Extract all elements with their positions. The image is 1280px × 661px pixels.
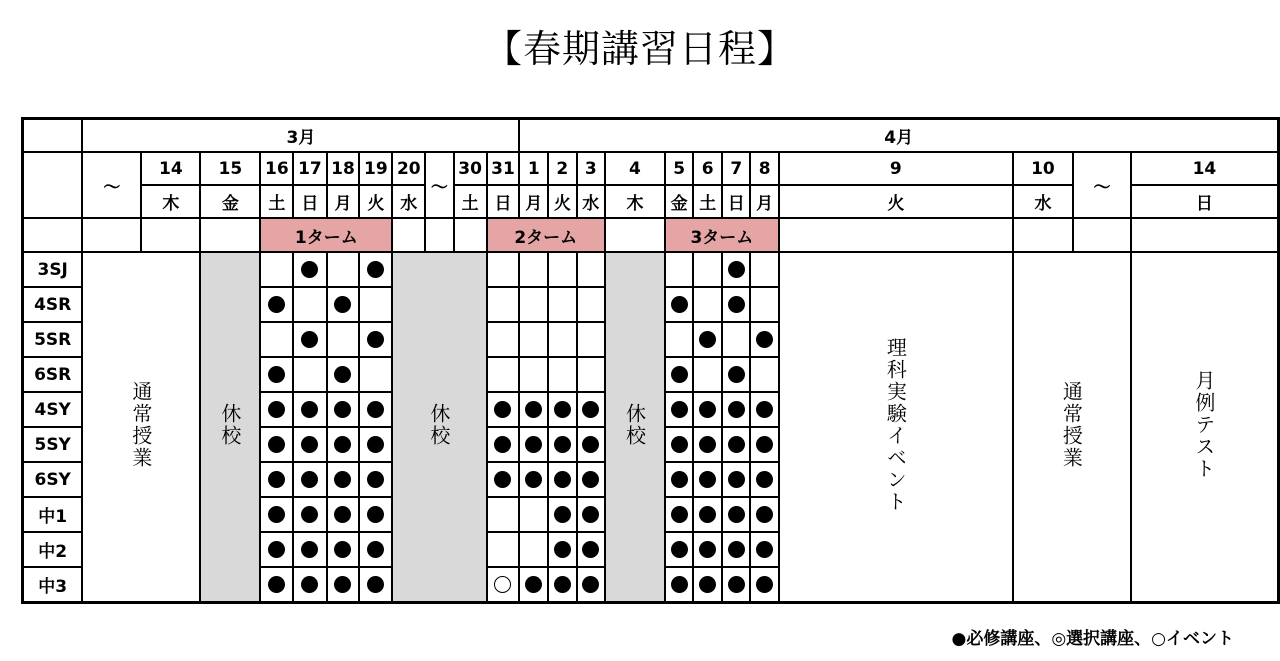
range-tilde: ～ <box>82 152 141 218</box>
date-cell: 5 <box>665 152 693 185</box>
schedule-cell <box>293 497 326 532</box>
required-mark-icon <box>699 576 716 593</box>
weekday-cell: 金 <box>200 185 260 218</box>
weekday-cell: 土 <box>693 185 722 218</box>
weekday-cell: 水 <box>1013 185 1073 218</box>
schedule-table <box>21 117 1280 604</box>
schedule-cell <box>548 427 576 462</box>
schedule-cell <box>260 392 293 427</box>
schedule-cell <box>750 567 778 603</box>
span-label: 休校 <box>217 402 242 447</box>
schedule-cell <box>750 532 778 567</box>
empty-cell <box>141 218 200 252</box>
date-cell: 15 <box>200 152 260 185</box>
required-mark-icon <box>699 471 716 488</box>
schedule-cell <box>519 252 548 287</box>
schedule-cell <box>665 567 693 603</box>
required-mark-icon <box>699 506 716 523</box>
schedule-cell <box>260 462 293 497</box>
required-mark-icon <box>671 471 688 488</box>
schedule-cell <box>722 287 750 322</box>
required-mark-icon <box>334 541 351 558</box>
schedule-cell <box>260 252 293 287</box>
schedule-cell <box>722 427 750 462</box>
required-mark-icon <box>582 506 599 523</box>
schedule-cell <box>260 427 293 462</box>
required-mark-icon <box>268 366 285 383</box>
schedule-cell <box>577 497 605 532</box>
empty-cell <box>605 218 665 252</box>
schedule-cell <box>577 532 605 567</box>
schedule-cell <box>750 497 778 532</box>
date-cell: 3 <box>577 152 605 185</box>
schedule-cell <box>327 357 360 392</box>
schedule-cell <box>359 357 392 392</box>
class-name: 4SY <box>23 392 83 427</box>
date-cell: 1 <box>519 152 548 185</box>
schedule-cell <box>722 567 750 603</box>
schedule-cell <box>359 427 392 462</box>
required-mark-icon <box>699 436 716 453</box>
range-tilde: ～ <box>1073 152 1131 218</box>
schedule-cell <box>359 287 392 322</box>
required-mark-icon <box>268 296 285 313</box>
schedule-cell <box>750 322 778 357</box>
required-mark-icon <box>756 331 773 348</box>
empty-cell <box>1131 218 1279 252</box>
class-name: 中2 <box>23 532 83 567</box>
required-mark-icon <box>334 401 351 418</box>
weekday-cell: 火 <box>548 185 576 218</box>
schedule-cell <box>577 252 605 287</box>
required-mark-icon <box>582 471 599 488</box>
schedule-cell <box>665 357 693 392</box>
required-mark-icon <box>334 436 351 453</box>
required-mark-icon <box>554 506 571 523</box>
required-mark-icon <box>301 576 318 593</box>
required-mark-icon <box>671 576 688 593</box>
required-mark-icon <box>756 506 773 523</box>
span-monthly-test <box>1131 252 1279 603</box>
required-mark-icon <box>367 471 384 488</box>
span-science-event <box>779 252 1013 603</box>
schedule-cell <box>577 357 605 392</box>
corner-cell <box>23 152 83 218</box>
class-name: 6SR <box>23 357 83 392</box>
weekday-cell: 日 <box>487 185 520 218</box>
weekday-cell: 日 <box>722 185 750 218</box>
schedule-cell <box>548 287 576 322</box>
schedule-cell <box>722 497 750 532</box>
span-label: 理科実験イベント <box>883 336 908 513</box>
schedule-cell <box>548 567 576 603</box>
schedule-cell <box>519 532 548 567</box>
schedule-cell <box>487 252 520 287</box>
required-mark-icon <box>756 541 773 558</box>
span-closed-1 <box>200 252 260 603</box>
required-mark-icon <box>671 401 688 418</box>
schedule-cell <box>665 322 693 357</box>
schedule-cell <box>487 427 520 462</box>
schedule-cell <box>722 357 750 392</box>
schedule-cell <box>693 357 722 392</box>
empty-cell <box>1073 218 1131 252</box>
required-mark-icon <box>582 436 599 453</box>
schedule-cell <box>260 497 293 532</box>
required-mark-icon <box>756 401 773 418</box>
schedule-cell <box>548 532 576 567</box>
required-mark-icon <box>756 436 773 453</box>
schedule-cell <box>327 287 360 322</box>
schedule-cell <box>693 322 722 357</box>
schedule-cell <box>693 567 722 603</box>
required-mark-icon <box>367 541 384 558</box>
required-mark-icon <box>367 506 384 523</box>
schedule-cell <box>487 497 520 532</box>
required-mark-icon <box>367 401 384 418</box>
weekday-cell: 土 <box>454 185 487 218</box>
class-name: 6SY <box>23 462 83 497</box>
required-mark-icon <box>554 436 571 453</box>
required-mark-icon <box>582 541 599 558</box>
schedule-cell <box>260 532 293 567</box>
required-mark-icon <box>268 506 285 523</box>
weekday-cell: 月 <box>327 185 360 218</box>
required-mark-icon <box>728 471 745 488</box>
required-mark-icon <box>268 576 285 593</box>
schedule-cell <box>260 357 293 392</box>
required-mark-icon <box>699 401 716 418</box>
schedule-cell <box>693 427 722 462</box>
required-mark-icon <box>554 401 571 418</box>
schedule-cell <box>293 357 326 392</box>
weekday-cell: 水 <box>577 185 605 218</box>
required-mark-icon <box>367 576 384 593</box>
schedule-cell <box>750 287 778 322</box>
schedule-cell <box>293 322 326 357</box>
span-label: 月例テスト <box>1191 369 1216 480</box>
required-mark-icon <box>301 261 318 278</box>
schedule-cell <box>577 462 605 497</box>
required-mark-icon <box>494 471 511 488</box>
schedule-cell <box>327 567 360 603</box>
required-mark-icon <box>525 401 542 418</box>
required-mark-icon <box>334 296 351 313</box>
schedule-cell <box>293 392 326 427</box>
required-mark-icon <box>525 471 542 488</box>
schedule-cell <box>327 532 360 567</box>
required-mark-icon <box>334 576 351 593</box>
required-mark-icon <box>728 296 745 313</box>
empty-cell <box>779 218 1013 252</box>
required-mark-icon <box>728 366 745 383</box>
schedule-cell <box>665 462 693 497</box>
required-mark-icon <box>728 436 745 453</box>
required-mark-icon <box>525 576 542 593</box>
date-cell: 2 <box>548 152 576 185</box>
date-cell: 8 <box>750 152 778 185</box>
weekday-cell: 金 <box>665 185 693 218</box>
schedule-cell <box>260 287 293 322</box>
empty-cell <box>1013 218 1073 252</box>
required-mark-icon <box>301 541 318 558</box>
schedule-cell <box>359 497 392 532</box>
schedule-cell <box>750 427 778 462</box>
term-label-cell <box>23 218 83 252</box>
schedule-cell <box>722 322 750 357</box>
schedule-cell <box>487 532 520 567</box>
schedule-cell <box>548 462 576 497</box>
schedule-cell <box>519 392 548 427</box>
weekday-cell: 木 <box>605 185 665 218</box>
schedule-cell <box>665 427 693 462</box>
schedule-cell <box>327 322 360 357</box>
required-mark-icon <box>699 331 716 348</box>
class-name: 4SR <box>23 287 83 322</box>
schedule-cell <box>487 462 520 497</box>
required-mark-icon <box>301 401 318 418</box>
required-mark-icon <box>671 366 688 383</box>
schedule-cell <box>693 497 722 532</box>
schedule-cell <box>359 532 392 567</box>
schedule-cell <box>577 427 605 462</box>
required-mark-icon <box>582 401 599 418</box>
required-mark-icon <box>699 541 716 558</box>
date-cell: 19 <box>359 152 392 185</box>
schedule-cell <box>293 462 326 497</box>
class-name: 5SY <box>23 427 83 462</box>
schedule-cell <box>548 357 576 392</box>
date-cell: 10 <box>1013 152 1073 185</box>
required-mark-icon <box>756 576 773 593</box>
span-regular-after <box>1013 252 1131 603</box>
schedule-cell <box>293 532 326 567</box>
required-mark-icon <box>671 506 688 523</box>
range-tilde: ～ <box>425 152 453 218</box>
date-cell: 6 <box>693 152 722 185</box>
weekday-cell: 木 <box>141 185 200 218</box>
required-mark-icon <box>334 471 351 488</box>
schedule-cell <box>548 322 576 357</box>
required-mark-icon <box>367 436 384 453</box>
schedule-cell <box>327 497 360 532</box>
required-mark-icon <box>525 436 542 453</box>
required-mark-icon <box>554 471 571 488</box>
schedule-cell <box>665 252 693 287</box>
required-mark-icon <box>554 541 571 558</box>
term-2: 2ターム <box>487 218 605 252</box>
corner-cell <box>23 119 83 153</box>
required-mark-icon <box>367 331 384 348</box>
required-mark-icon <box>334 506 351 523</box>
schedule-cell <box>722 532 750 567</box>
required-mark-icon <box>728 506 745 523</box>
schedule-cell <box>519 567 548 603</box>
schedule-cell <box>293 427 326 462</box>
class-name: 中3 <box>23 567 83 603</box>
required-mark-icon <box>268 541 285 558</box>
required-mark-icon <box>301 471 318 488</box>
date-cell: 18 <box>327 152 360 185</box>
date-cell: 4 <box>605 152 665 185</box>
schedule-cell <box>693 392 722 427</box>
schedule-cell <box>548 497 576 532</box>
required-mark-icon <box>728 401 745 418</box>
weekday-cell: 日 <box>293 185 326 218</box>
date-cell: 17 <box>293 152 326 185</box>
schedule-cell <box>327 392 360 427</box>
required-mark-icon <box>554 576 571 593</box>
weekday-cell: 月 <box>519 185 548 218</box>
span-label: 休校 <box>426 402 451 447</box>
empty-cell <box>82 218 141 252</box>
schedule-cell <box>487 322 520 357</box>
schedule-cell <box>750 392 778 427</box>
schedule-cell <box>693 532 722 567</box>
required-mark-icon <box>582 576 599 593</box>
schedule-cell <box>519 357 548 392</box>
schedule-cell <box>293 567 326 603</box>
schedule-cell <box>359 322 392 357</box>
schedule-cell <box>665 532 693 567</box>
schedule-cell <box>665 287 693 322</box>
required-mark-icon <box>671 296 688 313</box>
event-mark-icon <box>494 576 511 593</box>
required-mark-icon <box>268 401 285 418</box>
required-mark-icon <box>301 506 318 523</box>
required-mark-icon <box>671 436 688 453</box>
term-1: 1ターム <box>260 218 392 252</box>
schedule-cell <box>577 287 605 322</box>
weekday-cell: 土 <box>260 185 293 218</box>
schedule-cell <box>293 252 326 287</box>
month-april: 4月 <box>519 119 1278 153</box>
required-mark-icon <box>268 436 285 453</box>
weekday-cell: 月 <box>750 185 778 218</box>
date-cell: 9 <box>779 152 1013 185</box>
schedule-cell <box>487 567 520 603</box>
class-name: 中1 <box>23 497 83 532</box>
schedule-cell <box>693 462 722 497</box>
schedule-cell <box>665 497 693 532</box>
schedule-cell <box>327 427 360 462</box>
required-mark-icon <box>367 261 384 278</box>
date-cell: 20 <box>392 152 425 185</box>
schedule-cell <box>519 427 548 462</box>
schedule-cell <box>577 322 605 357</box>
class-name: 3SJ <box>23 252 83 287</box>
empty-cell <box>392 218 425 252</box>
schedule-cell <box>487 392 520 427</box>
date-cell: 7 <box>722 152 750 185</box>
span-label: 通常授業 <box>1059 380 1084 469</box>
required-mark-icon <box>671 541 688 558</box>
schedule-cell <box>750 357 778 392</box>
date-cell: 31 <box>487 152 520 185</box>
schedule-cell <box>487 357 520 392</box>
empty-cell <box>200 218 260 252</box>
page-title: 【春期講習日程】 <box>483 27 796 71</box>
class-name: 5SR <box>23 322 83 357</box>
schedule-cell <box>750 252 778 287</box>
required-mark-icon <box>728 541 745 558</box>
month-march: 3月 <box>82 119 519 153</box>
schedule-cell <box>519 462 548 497</box>
date-cell: 14 <box>141 152 200 185</box>
schedule-cell <box>519 322 548 357</box>
schedule-cell <box>519 497 548 532</box>
term-3: 3ターム <box>665 218 779 252</box>
weekday-cell: 日 <box>1131 185 1279 218</box>
empty-cell <box>425 218 453 252</box>
schedule-cell <box>327 462 360 497</box>
date-cell: 16 <box>260 152 293 185</box>
schedule-cell <box>487 287 520 322</box>
schedule-cell <box>577 392 605 427</box>
empty-cell <box>454 218 487 252</box>
schedule-cell <box>750 462 778 497</box>
span-closed-3 <box>605 252 665 603</box>
schedule-cell <box>359 392 392 427</box>
required-mark-icon <box>728 261 745 278</box>
span-closed-2 <box>392 252 486 603</box>
schedule-cell <box>722 252 750 287</box>
date-cell: 30 <box>454 152 487 185</box>
schedule-cell <box>260 322 293 357</box>
schedule-cell <box>693 252 722 287</box>
schedule-cell <box>665 392 693 427</box>
date-cell: 14 <box>1131 152 1279 185</box>
schedule-cell <box>359 462 392 497</box>
schedule-cell <box>359 567 392 603</box>
required-mark-icon <box>301 331 318 348</box>
schedule-cell <box>359 252 392 287</box>
weekday-cell: 火 <box>359 185 392 218</box>
required-mark-icon <box>756 471 773 488</box>
required-mark-icon <box>334 366 351 383</box>
required-mark-icon <box>301 436 318 453</box>
schedule-cell <box>577 567 605 603</box>
weekday-cell: 火 <box>779 185 1013 218</box>
schedule-cell <box>260 567 293 603</box>
schedule-cell <box>293 287 326 322</box>
schedule-cell <box>548 252 576 287</box>
required-mark-icon <box>494 401 511 418</box>
schedule-cell <box>548 392 576 427</box>
schedule-cell <box>327 252 360 287</box>
schedule-cell <box>519 287 548 322</box>
required-mark-icon <box>494 436 511 453</box>
schedule-cell <box>693 287 722 322</box>
schedule-cell <box>722 462 750 497</box>
legend: ●必修講座、◎選択講座、○イベント <box>951 629 1234 649</box>
span-label: 休校 <box>622 402 647 447</box>
required-mark-icon <box>728 576 745 593</box>
span-regular-before <box>82 252 200 603</box>
schedule-cell <box>722 392 750 427</box>
required-mark-icon <box>268 471 285 488</box>
span-label: 通常授業 <box>128 380 153 469</box>
weekday-cell: 水 <box>392 185 425 218</box>
